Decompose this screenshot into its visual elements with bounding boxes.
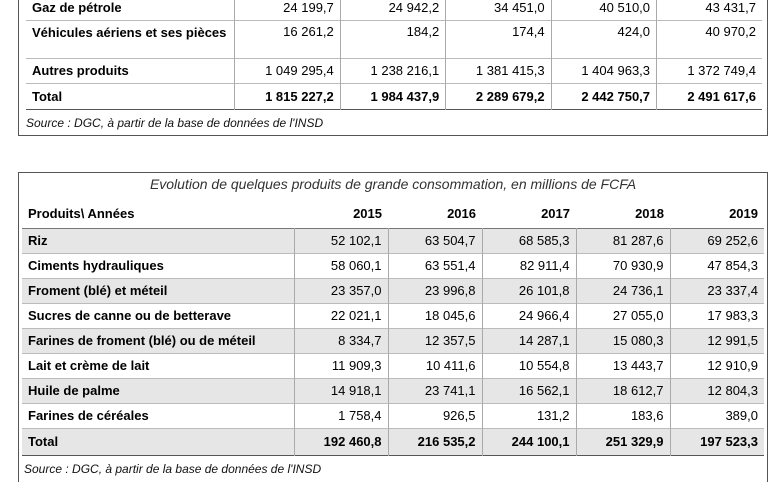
cell-value: 70 930,9	[576, 253, 670, 278]
cell-value: 69 252,6	[670, 228, 764, 253]
row-label: Total	[22, 428, 294, 455]
table-consumer-products	[22, 199, 764, 456]
cell-value: 23 996,8	[388, 278, 482, 303]
cell-value: 24 942,2	[340, 0, 445, 20]
table-total-row	[26, 83, 762, 109]
table-row	[22, 403, 764, 428]
row-label: Farines de froment (blé) ou de méteil	[22, 328, 294, 353]
year-header: 2017	[541, 205, 570, 221]
cell-value: 184,2	[340, 20, 445, 58]
table-row	[26, 20, 762, 58]
row-label: Froment (blé) et méteil	[22, 278, 294, 303]
row-label: Ciments hydrauliques	[28, 258, 164, 273]
row-label: Autres produits	[32, 63, 129, 78]
cell-value: 24 966,4	[482, 303, 576, 328]
cell-value: 12 991,5	[670, 328, 764, 353]
cell-value: 1 381 415,3	[446, 58, 551, 83]
table-exports-top	[26, 0, 762, 110]
cell-value: 1 049 295,4	[235, 58, 340, 83]
cell-value: 14 918,1	[294, 378, 388, 403]
table-header-row	[22, 199, 764, 228]
cell-value: 14 287,1	[482, 328, 576, 353]
cell-value: 1 238 216,1	[340, 58, 445, 83]
cell-value: 52 102,1	[294, 228, 388, 253]
cell-value: 183,6	[576, 403, 670, 428]
row-label: Riz	[22, 228, 294, 253]
cell-value: 23 741,1	[388, 378, 482, 403]
cell-value: 34 451,0	[446, 0, 551, 20]
table-row	[26, 0, 762, 20]
cell-value: 1 815 227,2	[235, 83, 340, 109]
cell-value: 63 551,4	[388, 253, 482, 278]
source-note: Source : DGC, à partir de la base de données de l'INSD	[26, 116, 324, 130]
cell-value: 197 523,3	[670, 428, 764, 455]
header-label: Produits\ Années	[28, 205, 135, 221]
cell-value: 23 337,4	[670, 278, 764, 303]
cell-value: 1 758,4	[294, 403, 388, 428]
table-row	[22, 228, 764, 253]
source-note: Source : DGC, à partir de la base de données de l'INSD	[24, 462, 322, 476]
table-row	[26, 58, 762, 83]
table-row	[22, 253, 764, 278]
cell-value: 15 080,3	[576, 328, 670, 353]
cell-value: 27 055,0	[576, 303, 670, 328]
cell-value: 10 554,8	[482, 353, 576, 378]
cell-value: 63 504,7	[388, 228, 482, 253]
cell-value: 12 804,3	[670, 378, 764, 403]
cell-value: 1 404 963,3	[551, 58, 656, 83]
cell-value: 2 442 750,7	[551, 83, 656, 109]
cell-value: 244 100,1	[482, 428, 576, 455]
cell-value: 174,4	[446, 20, 551, 58]
cell-value: 22 021,1	[294, 303, 388, 328]
row-label: Huile de palme	[22, 378, 294, 403]
cell-value: 1 372 749,4	[657, 58, 762, 83]
year-header: 2019	[729, 205, 758, 221]
table-caption: Evolution de quelques produits de grande consommation, en millions de FCFA	[149, 176, 637, 192]
cell-value: 82 911,4	[482, 253, 576, 278]
table-row	[22, 378, 764, 403]
cell-value: 10 411,6	[388, 353, 482, 378]
table-row	[22, 278, 764, 303]
row-label: Lait et crème de lait	[28, 358, 150, 373]
cell-value: 18 045,6	[388, 303, 482, 328]
cell-value: 389,0	[670, 403, 764, 428]
row-label: Farines de céréales	[28, 408, 149, 423]
cell-value: 2 289 679,2	[446, 83, 551, 109]
cell-value: 12 357,5	[388, 328, 482, 353]
cell-value: 192 460,8	[294, 428, 388, 455]
cell-value: 16 562,1	[482, 378, 576, 403]
row-label: Véhicules aériens et ses pièces	[32, 24, 227, 40]
cell-value: 12 910,9	[670, 353, 764, 378]
table-row	[22, 328, 764, 353]
cell-value: 251 329,9	[576, 428, 670, 455]
cell-value: 16 261,2	[235, 20, 340, 58]
cell-value: 68 585,3	[482, 228, 576, 253]
cell-value: 11 909,3	[294, 353, 388, 378]
cell-value: 47 854,3	[670, 253, 764, 278]
cell-value: 216 535,2	[388, 428, 482, 455]
cell-value: 2 491 617,6	[657, 83, 762, 109]
year-header: 2016	[447, 205, 476, 221]
row-label: Total	[32, 88, 63, 104]
cell-value: 131,2	[482, 403, 576, 428]
cell-value: 24 736,1	[576, 278, 670, 303]
cell-value: 40 970,2	[657, 20, 762, 58]
row-label: Sucres de canne ou de betterave	[28, 308, 232, 323]
cell-value: 26 101,8	[482, 278, 576, 303]
cell-value: 8 334,7	[294, 328, 388, 353]
cell-value: 13 443,7	[576, 353, 670, 378]
table-row	[22, 303, 764, 328]
cell-value: 43 431,7	[657, 0, 762, 20]
row-label: Gaz de pétrole	[32, 0, 122, 16]
table-total-row	[22, 428, 764, 455]
year-header: 2015	[353, 205, 382, 221]
cell-value: 17 983,3	[670, 303, 764, 328]
cell-value: 24 199,7	[235, 0, 340, 20]
cell-value: 58 060,1	[294, 253, 388, 278]
cell-value: 926,5	[388, 403, 482, 428]
cell-value: 424,0	[551, 20, 656, 58]
cell-value: 81 287,6	[576, 228, 670, 253]
cell-value: 40 510,0	[551, 0, 656, 20]
cell-value: 23 357,0	[294, 278, 388, 303]
cell-value: 1 984 437,9	[340, 83, 445, 109]
year-header: 2018	[635, 205, 664, 221]
table-row	[22, 353, 764, 378]
cell-value: 18 612,7	[576, 378, 670, 403]
